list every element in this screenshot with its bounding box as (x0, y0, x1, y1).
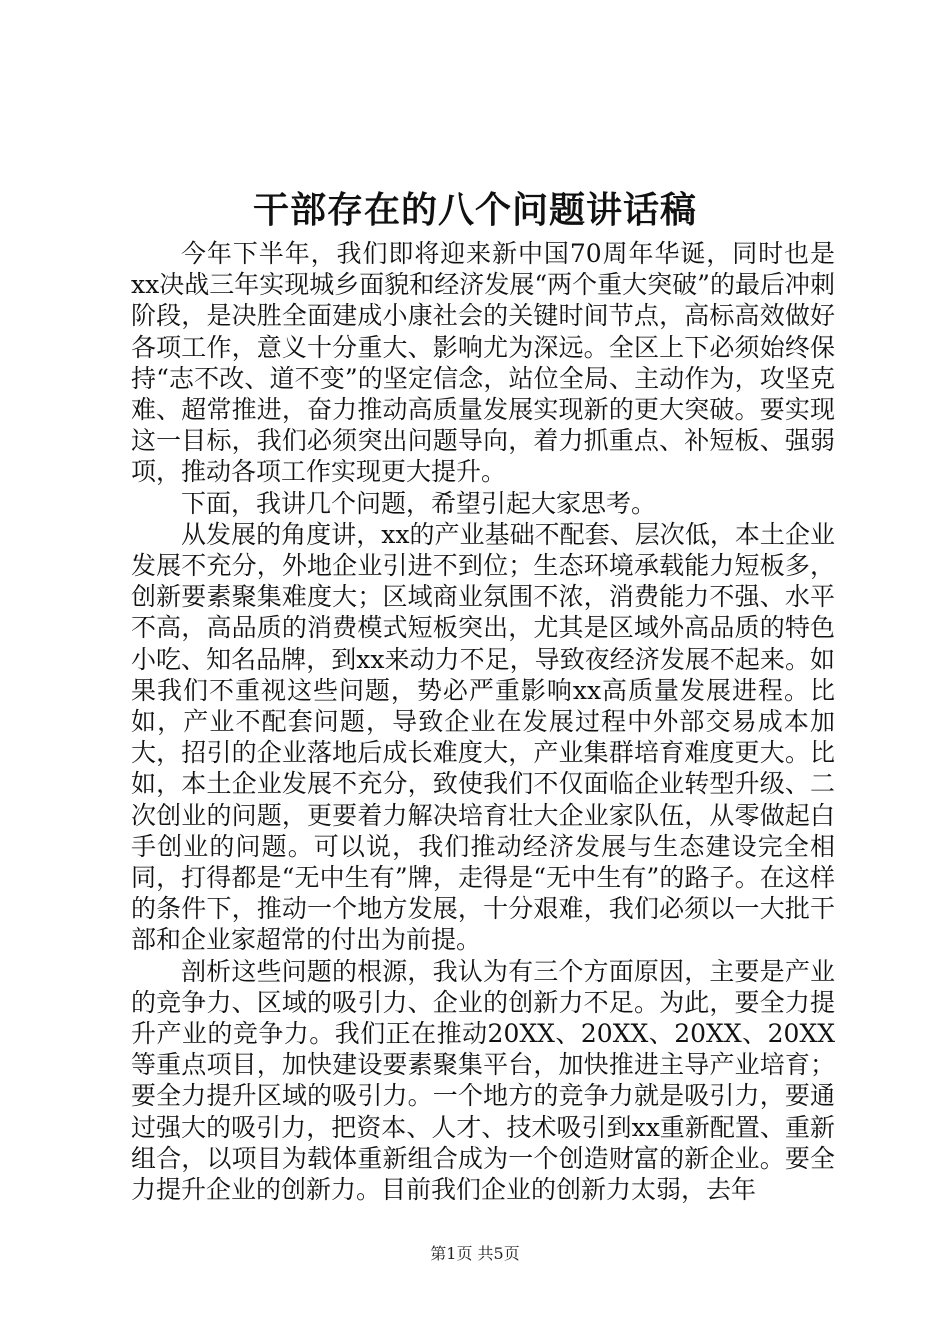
document-title: 干部存在的八个问题讲话稿 (252, 189, 697, 231)
page-number: 第1页 共5页 (430, 1244, 520, 1263)
document-body (131, 238, 835, 1205)
paragraph-4: 剖析这些问题的根源，我认为有三个方面原因，主要是产业的竞争力、区域的吸引力、企业的创新力不足。为此，要全力提升产业的竞争力。我们正在推动20XX、20XX、20XX、20XX等重点项目，加快建设要素聚集平台，加快推进主导产业培育；要全力提升区域的吸引力。一个地方的竞争力就是吸引力，要通过强大的吸引力，把资本、人才、技术吸引到xx重新配置、重新组合，以项目为载体重新组合成为一个创造财富的新企业。要全力提升企业的创新力。目前我们企业的创新力太弱，去年 (131, 956, 835, 1205)
paragraph-2: 下面，我讲几个问题，希望引起大家思考。 (181, 488, 657, 518)
paragraph-1: 今年下半年，我们即将迎来新中国70周年华诞，同时也是xx决战三年实现城乡面貌和经济发展“两个重大突破”的最后冲刺阶段，是决胜全面建成小康社会的关键时间节点，高标高效做好各项工作，意义十分重大、影响尤为深远。全区上下必须始终保持“志不改、道不变”的坚定信念，站位全局、主动作为，攻坚克难、超常推进，奋力推动高质量发展实现新的更大突破。要实现这一目标，我们必须突出问题导向，着力抓重点、补短板、强弱项，推动各项工作实现更大提升。 (131, 239, 835, 487)
paragraph-3: 从发展的角度讲，xx的产业基础不配套、层次低，本土企业发展不充分，外地企业引进不到位；生态环境承载能力短板多，创新要素聚集难度大；区域商业氛围不浓，消费能力不强、水平不高，高品质的消费模式短板突出，尤其是区域外高品质的特色小吃、知名品牌，到xx来动力不足，导致夜经济发展不起来。如果我们不重视这些问题，势必严重影响xx高质量发展进程。比如，产业不配套问题，导致企业在发展过程中外部交易成本加大，招引的企业落地后成长难度大，产业集群培育难度更大。比如，本土企业发展不充分，致使我们不仅面临企业转型升级、二次创业的问题，更要着力解决培育壮大企业家队伍，从零做起白手创业的问题。可以说，我们推动经济发展与生态建设完全相同，打得都是“无中生有”牌，走得是“无中生有”的路子。在这样的条件下，推动一个地方发展，十分艰难，我们必须以一大批干部和企业家超常的付出为前提。 (131, 519, 835, 955)
page-footer (0, 1244, 950, 1264)
